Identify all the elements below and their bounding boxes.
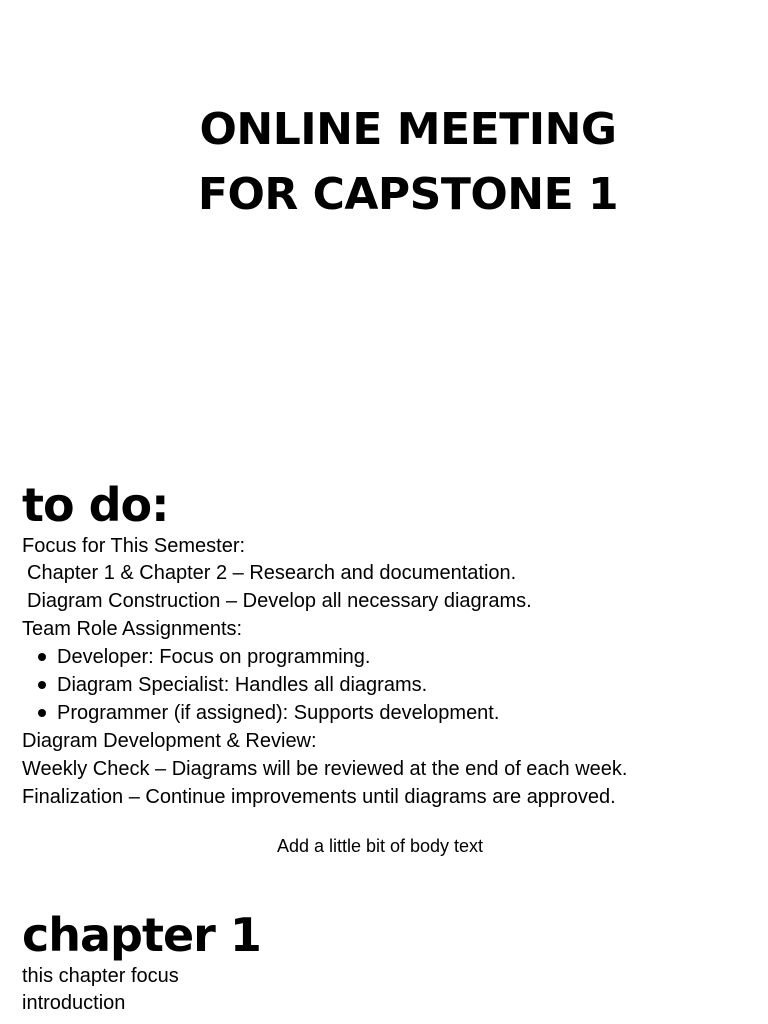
roles-label: Team Role Assignments:	[22, 618, 243, 640]
role-item: Developer: Focus on programming.	[57, 646, 371, 668]
review-item: Weekly Check – Diagrams will be reviewed at the end of each week.	[22, 758, 628, 780]
chapter-1-line: introduction	[22, 992, 126, 1014]
chapter-1-heading: chapter 1	[22, 908, 261, 962]
body-text: Add a little bit of body text	[276, 836, 484, 856]
document-title-line-2: FOR CAPSTONE 1	[197, 169, 619, 220]
focus-item: Diagram Construction – Develop all necessary diagrams.	[27, 590, 532, 612]
review-label: Diagram Development & Review:	[22, 730, 317, 752]
document-title-line-1: ONLINE MEETING	[199, 104, 617, 155]
chapter-1-line: this chapter focus	[22, 965, 179, 987]
role-item: Diagram Specialist: Handles all diagrams.	[57, 674, 428, 696]
todo-heading: to do:	[22, 478, 169, 532]
bullet-icon	[38, 653, 46, 661]
focus-label: Focus for This Semester:	[22, 535, 246, 557]
bullet-icon	[38, 681, 46, 689]
bullet-icon	[38, 709, 46, 717]
role-item: Programmer (if assigned): Supports development.	[57, 702, 500, 724]
focus-item: Chapter 1 & Chapter 2 – Research and documentation.	[27, 562, 517, 584]
review-item: Finalization – Continue improvements until diagrams are approved.	[22, 786, 616, 808]
